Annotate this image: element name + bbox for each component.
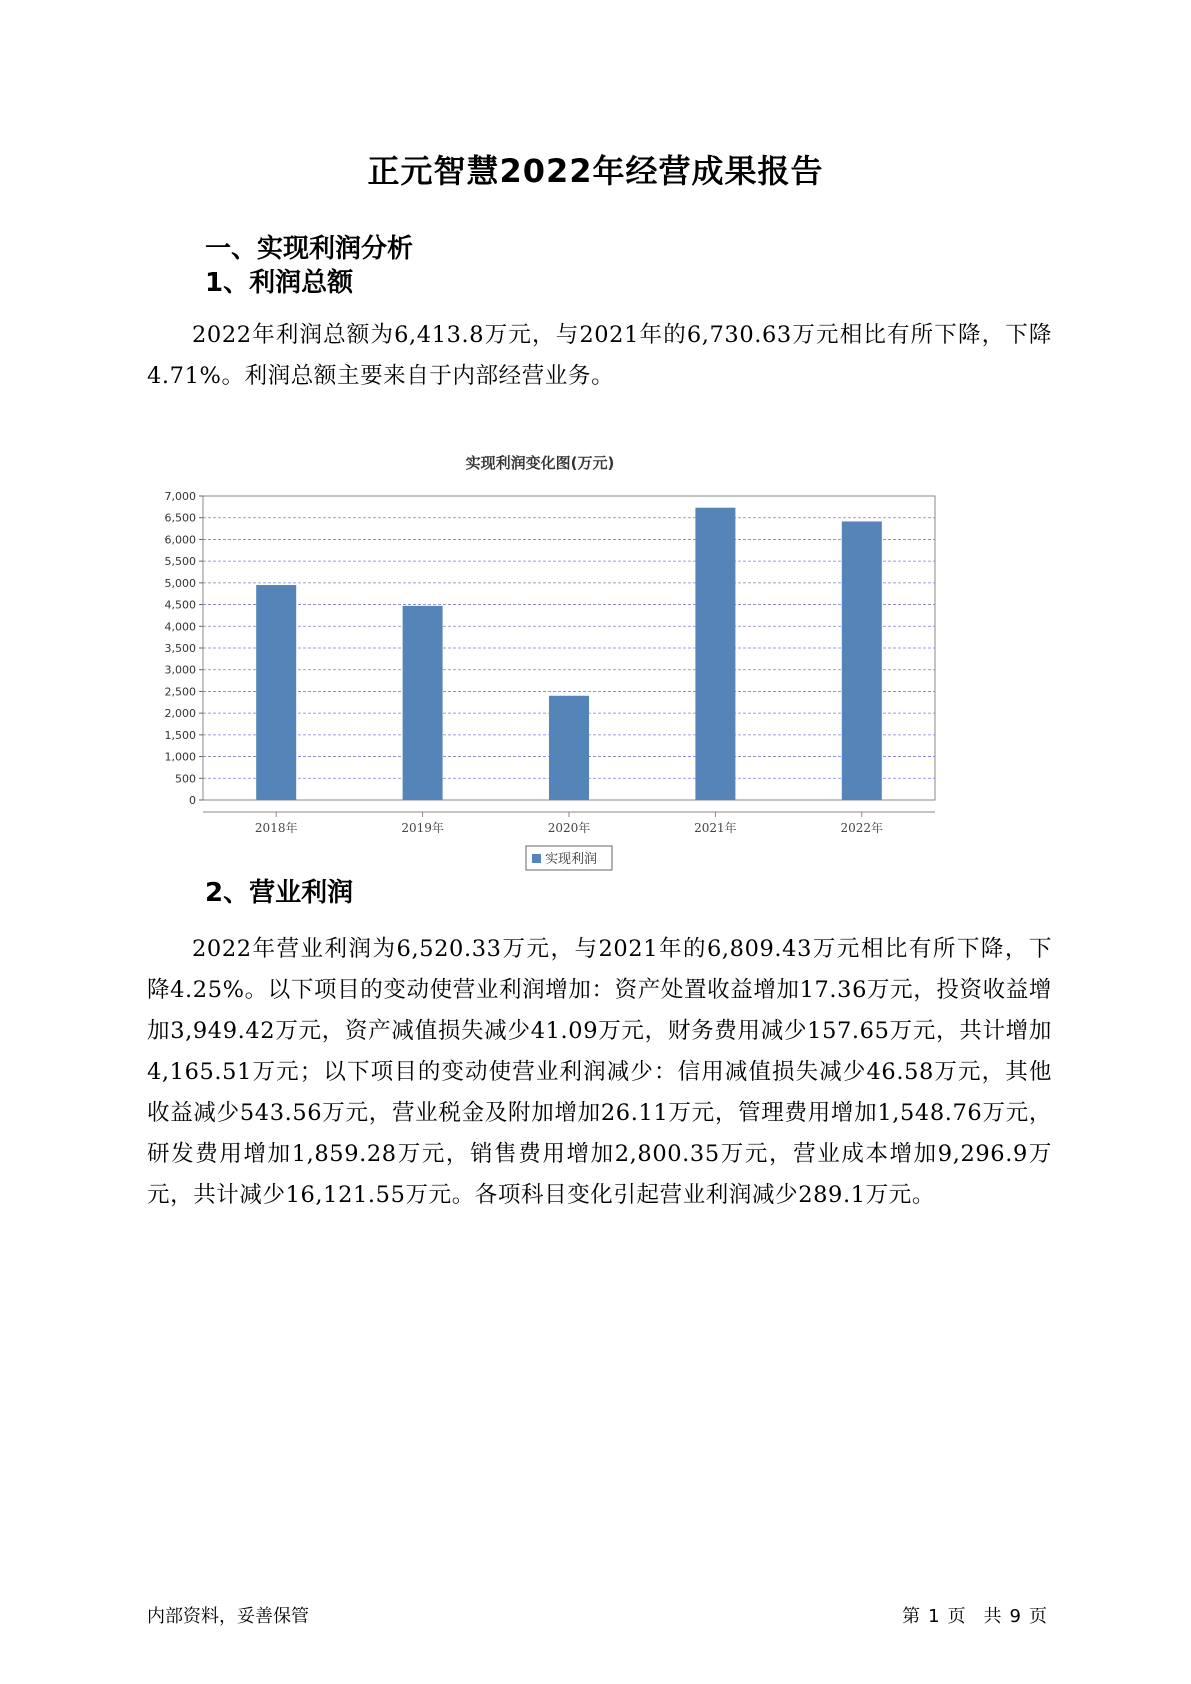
report-title: 正元智慧2022年经营成果报告 [367, 152, 824, 190]
chart-title: 实现利润变化图(万元) [465, 454, 615, 472]
chart-y-tick-label: 2,000 [164, 707, 196, 721]
section-heading-profit-analysis: 一、实现利润分析 [205, 234, 414, 264]
chart-x-axis [203, 812, 935, 835]
chart-y-tick-label: 4,500 [164, 598, 196, 612]
chart-y-tick-label: 0 [189, 794, 196, 807]
chart-y-tick-label: 2,500 [164, 685, 196, 699]
profit-chart-svg [150, 450, 1050, 910]
subsection-heading-total-profit: 1、利润总额 [205, 268, 354, 298]
page-prefix: 第 [902, 1606, 921, 1627]
chart-y-tick-label: 1,500 [164, 728, 196, 742]
chart-y-tick-label: 3,000 [164, 663, 196, 677]
chart-y-tick-label: 6,500 [164, 511, 196, 525]
profit-bar-chart [150, 450, 1050, 910]
chart-y-tick-label: 5,500 [164, 555, 196, 569]
chart-x-tick-label: 2019年 [401, 821, 444, 835]
paragraph-operating-profit: 2022年营业利润为6,520.33万元，与2021年的6,809.43万元相比有所下降，下降4.25%。以下项目的变动使营业利润增加：资产处置收益增加17.36万元，投资收益增加3,949.42万元，资产减值损失减少41.09万元，财务费用减少157.65万元，共计增加4,165.51万元；以下项目的变动使营业利润减少：信用减值损失减少46.58万元，其他收益减少543.56万元，营业税金及附加增加26.11万元，管理费用增加1,548.76万元，研发费用增加1,859.28万元，销售费用增加2,800.35万元，营业成本增加9,296.9万元，共计减少16,121.55万元。各项科目变化引起营业利润减少289.1万元。 [147, 936, 1052, 1208]
chart-bar [842, 521, 882, 800]
chart-bar [695, 508, 735, 800]
chart-y-tick-label: 5,000 [164, 576, 196, 590]
paragraph-total-profit: 2022年利润总额为6,413.8万元，与2021年的6,730.63万元相比有所下降，下降4.71%。利润总额主要来自于内部经营业务。 [147, 322, 1052, 389]
subsection-heading-operating-profit: 2、营业利润 [205, 878, 354, 908]
total-pages: 9 [1009, 1606, 1021, 1627]
chart-y-axis [165, 490, 204, 807]
footer-page-indicator [898, 1602, 1051, 1628]
chart-bar [403, 606, 443, 800]
chart-y-tick-label: 3,500 [164, 642, 196, 655]
page-number: 1 [928, 1606, 940, 1627]
chart-x-tick-label: 2021年 [694, 821, 737, 835]
chart-bar [549, 696, 589, 800]
footer-confidential-note: 内部资料，妥善保管 [147, 1606, 309, 1627]
chart-x-tick-label: 2018年 [254, 821, 298, 835]
chart-y-tick-label: 1,000 [164, 750, 196, 764]
chart-y-tick-label: 4,000 [164, 620, 196, 634]
chart-legend [526, 846, 612, 870]
chart-y-tick-label: 7,000 [164, 490, 196, 503]
chart-bar [256, 585, 296, 800]
chart-legend-swatch [532, 854, 541, 863]
page-mid: 页 共 [947, 1606, 1002, 1627]
chart-x-tick-label: 2022年 [840, 821, 884, 835]
chart-y-tick-label: 6,000 [164, 533, 196, 547]
page-suffix: 页 [1029, 1606, 1047, 1627]
chart-legend-label: 实现利润 [545, 852, 598, 867]
chart-x-tick-label: 2020年 [547, 821, 591, 835]
chart-y-tick-label: 500 [175, 772, 196, 786]
